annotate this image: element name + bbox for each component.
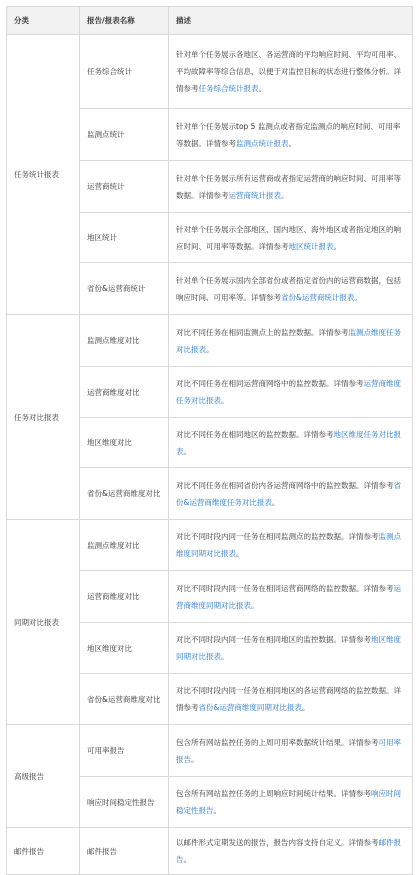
report-detail-link[interactable]: 地区维度同期对比报表 xyxy=(176,635,401,661)
table-row xyxy=(7,35,413,109)
description-end: 。 xyxy=(236,549,244,558)
description-end: 。 xyxy=(301,703,310,712)
description-cell xyxy=(169,571,413,623)
description-end: 。 xyxy=(271,497,280,507)
category-cell: 高级报告 xyxy=(7,725,80,828)
description-text: 对比不同任务在相同运营商网络中的监控数据。详情参考 xyxy=(176,379,364,388)
description-cell xyxy=(169,418,413,468)
description-text: 对比不同时段内同一任务在相同运营商网络的监控数据。详情参考 xyxy=(176,583,394,593)
description-cell xyxy=(169,109,413,161)
report-detail-link[interactable]: 任务综合统计报表 xyxy=(198,84,259,93)
report-name-cell: 地区维度对比 xyxy=(80,418,169,468)
category-cell: 同期对比报表 xyxy=(7,520,80,725)
description-cell xyxy=(169,520,413,571)
report-name-cell: 任务综合统计 xyxy=(80,35,169,109)
description-end: 。 xyxy=(206,344,214,354)
description-text: 针对单个任务展示国内全部省份或者指定省份内的运营商数据，包括响应时间、可用率等。详情参考 xyxy=(176,275,401,302)
description-cell xyxy=(169,674,413,725)
report-detail-link[interactable]: 可用率报告 xyxy=(176,737,401,764)
report-detail-link[interactable]: 地区统计报表 xyxy=(288,241,334,251)
report-detail-link[interactable]: 邮件报告 xyxy=(176,838,401,864)
description-end: 。 xyxy=(221,396,229,405)
report-name-cell: 监测点维度对比 xyxy=(80,315,169,367)
report-detail-link[interactable]: 响应时间稳定性报告 xyxy=(176,789,401,815)
report-table-body xyxy=(7,35,413,875)
description-cell xyxy=(169,161,413,213)
report-detail-link[interactable]: 省份&运营商维度同期对比报表 xyxy=(198,703,302,712)
description-cell xyxy=(169,35,413,109)
description-text: 对比不同时段内同一任务在相同监测点的监控数据。详情参考 xyxy=(176,532,379,541)
description-end: 。 xyxy=(281,190,289,200)
header-report-name: 报告/报表名称 xyxy=(80,7,169,35)
description-text: 以邮件形式定期发送的报告，报告内容支持自定义。详情参考 xyxy=(176,838,379,847)
header-description: 描述 xyxy=(169,7,413,35)
description-end: 。 xyxy=(191,754,199,764)
description-cell xyxy=(169,367,413,418)
description-cell xyxy=(169,263,413,315)
description-text: 针对单个任务展示全部地区、国内地区、海外地区或者指定地区的响应时间、可用率等数据。详情参考 xyxy=(176,224,401,251)
description-cell xyxy=(169,468,413,520)
report-name-cell: 响应时间稳定性报告 xyxy=(80,777,169,828)
description-text: 对比不同任务在相同监测点上的监控数据。详情参考 xyxy=(176,327,349,337)
description-cell xyxy=(169,828,413,875)
category-cell: 邮件报告 xyxy=(7,828,80,875)
report-table xyxy=(6,6,413,875)
description-end: 。 xyxy=(183,855,191,864)
table-row xyxy=(7,828,413,875)
description-cell xyxy=(169,213,413,263)
report-name-cell: 邮件报告 xyxy=(80,828,169,875)
header-row xyxy=(7,7,413,35)
report-name-cell: 地区统计 xyxy=(80,213,169,263)
description-cell xyxy=(169,777,413,828)
description-cell xyxy=(169,725,413,777)
report-detail-link[interactable]: 省份&运营商统计报表 xyxy=(281,292,355,302)
description-text: 包含所有网站监控任务的上周响应时间统计结果。详情参考 xyxy=(176,789,371,798)
table-row xyxy=(7,725,413,777)
description-end: 。 xyxy=(333,241,341,251)
report-detail-link[interactable]: 运营商维度任务对比报表 xyxy=(176,379,401,405)
report-name-cell: 运营商维度对比 xyxy=(80,367,169,418)
header-category: 分类 xyxy=(7,7,80,35)
description-end: 。 xyxy=(183,446,191,456)
description-text: 对比不同任务在相同地区的监控数据。详情参考 xyxy=(176,429,334,439)
report-name-cell: 监测点统计 xyxy=(80,109,169,161)
report-name-cell: 地区维度对比 xyxy=(80,623,169,674)
report-name-cell: 省份&运营商维度对比 xyxy=(80,468,169,520)
report-detail-link[interactable]: 监测点维度同期对比报表 xyxy=(176,532,401,558)
report-detail-link[interactable]: 省份&运营商维度任务对比报表 xyxy=(176,480,401,507)
report-detail-link[interactable]: 监测点维度任务对比报表 xyxy=(176,327,401,354)
table-row xyxy=(7,520,413,571)
report-detail-link[interactable]: 运营商统计报表 xyxy=(228,190,281,200)
category-cell: 任务对比报表 xyxy=(7,315,80,520)
description-text: 对比不同任务在相同省份内各运营商网络中的监控数据。详情参考 xyxy=(176,480,394,490)
description-text: 对比不同时段内同一任务在相同地区的监控数据。详情参考 xyxy=(176,635,371,644)
description-end: 。 xyxy=(221,652,229,661)
description-text: 针对单个任务展示top 5 监测点或者指定监测点的响应时间、可用率等数据。详情参考 xyxy=(176,121,401,148)
description-end: 。 xyxy=(258,84,266,93)
report-name-cell: 运营商统计 xyxy=(80,161,169,213)
description-end: 。 xyxy=(354,292,362,302)
category-cell: 任务统计报表 xyxy=(7,35,80,315)
description-text: 对比不同时段内同一任务在相同地区的各运营商网络的监控数据。详情参考 xyxy=(176,686,401,712)
description-text: 针对单个任务展示各地区、各运营商的平均响应时间、平均可用率、平均故障率等综合信息，以便于对监控目标的状态进行整体分析。详情参考 xyxy=(176,50,401,93)
report-name-cell: 监测点维度对比 xyxy=(80,520,169,571)
report-name-cell: 运营商维度对比 xyxy=(80,571,169,623)
description-text: 包含所有网站监控任务的上周可用率数据统计结果。详情参考 xyxy=(176,737,379,747)
description-cell xyxy=(169,315,413,367)
description-end: 。 xyxy=(288,138,296,148)
description-text: 针对单个任务展示所有运营商或者指定运营商的响应时间、可用率等数据。详情参考 xyxy=(176,173,401,200)
report-table-container xyxy=(6,6,412,875)
report-name-cell: 省份&运营商统计 xyxy=(80,263,169,315)
table-row xyxy=(7,315,413,367)
report-detail-link[interactable]: 监测点统计报表 xyxy=(236,138,289,148)
description-end: 。 xyxy=(251,600,259,610)
report-detail-link[interactable]: 运营商维度同期对比报表 xyxy=(176,583,401,610)
report-detail-link[interactable]: 地区维度任务对比报表 xyxy=(176,429,401,456)
report-name-cell: 可用率报告 xyxy=(80,725,169,777)
description-cell xyxy=(169,623,413,674)
report-name-cell: 省份&运营商维度对比 xyxy=(80,674,169,725)
description-end: 。 xyxy=(213,806,221,815)
